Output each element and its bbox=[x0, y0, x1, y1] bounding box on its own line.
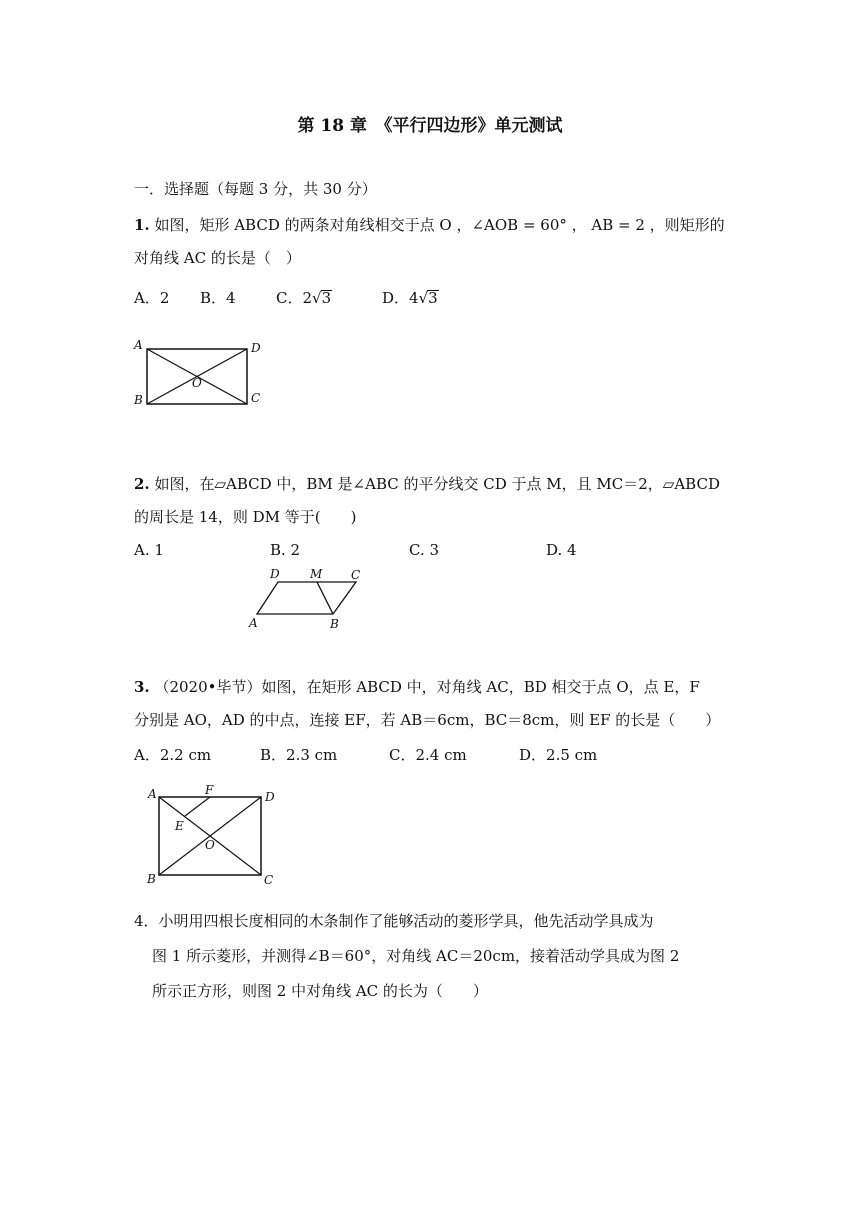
q1-option-b: B．4 bbox=[200, 289, 236, 307]
q1-option-d bbox=[382, 287, 439, 308]
label-e: E bbox=[175, 819, 184, 833]
q3-option-d: D．2.5 cm bbox=[519, 746, 598, 764]
q2-text-line2: 的周长是 14，则 DM 等于( ) bbox=[134, 508, 357, 526]
q1-option-c-radicand: 3 bbox=[321, 289, 332, 307]
label-a: A bbox=[134, 338, 143, 352]
q3-option-b: B．2.3 cm bbox=[260, 746, 338, 764]
q3-option-a: A．2.2 cm bbox=[134, 746, 212, 764]
q1-text-line2: 对角线 AC 的长是（ ） bbox=[134, 249, 301, 267]
q2-line1 bbox=[134, 473, 720, 494]
segment-ef bbox=[185, 797, 210, 816]
label-d: D bbox=[251, 341, 261, 355]
label-a: A bbox=[249, 616, 258, 630]
q2-text-line1: 如图，在▱ABCD 中，BM 是∠ABC 的平分线交 CD 于点 M，且 MC＝2，▱ABCD bbox=[154, 475, 720, 493]
q1-option-c bbox=[276, 287, 332, 308]
q4-text-line3: 所示正方形，则图 2 中对角线 AC 的长为（ ） bbox=[152, 982, 488, 1000]
q2-number: 2. bbox=[134, 475, 150, 493]
q1-option-c-label: C．2 bbox=[276, 289, 313, 307]
q2-option-b: B. 2 bbox=[270, 541, 301, 559]
page-title: 第 18 章 《平行四边形》单元测试 bbox=[297, 116, 563, 136]
q3-text-line2: 分别是 AO，AD 的中点，连接 EF，若 AB＝6cm，BC＝8cm，则 EF 的长是（ ） bbox=[134, 711, 721, 729]
label-c: C bbox=[251, 391, 261, 405]
label-m: M bbox=[310, 567, 323, 581]
q1-option-a: A．2 bbox=[134, 289, 170, 307]
q2-figure-parallelogram bbox=[245, 565, 375, 635]
label-c: C bbox=[264, 873, 274, 887]
q2-option-d: D. 4 bbox=[546, 541, 577, 559]
q4-text-line1: 4．小明用四根长度相同的木条制作了能够活动的菱形学具，他先活动学具成为 bbox=[134, 912, 654, 930]
sqrt-icon: √ bbox=[312, 289, 322, 307]
q1-text-line1: 如图，矩形 ABCD 的两条对角线相交于点 O ，∠AOB = 60° ， AB = 2 ，则矩形的 bbox=[154, 216, 725, 234]
q1-line1 bbox=[134, 214, 725, 235]
q3-option-c: C．2.4 cm bbox=[389, 746, 467, 764]
q3-text-line1: （2020•毕节）如图，在矩形 ABCD 中，对角线 AC，BD 相交于点 O，点 E，F bbox=[154, 678, 700, 696]
sqrt-icon: √ bbox=[418, 289, 429, 307]
q4-text-line2: 图 1 所示菱形，并测得∠B＝60°，对角线 AC＝20cm，接着活动学具成为图 2 bbox=[152, 947, 680, 965]
q2-option-c: C. 3 bbox=[409, 541, 440, 559]
label-b: B bbox=[330, 617, 339, 631]
segment-bm bbox=[317, 582, 333, 614]
q3-figure-rectangle bbox=[142, 782, 282, 887]
q1-option-d-radicand: 3 bbox=[428, 289, 438, 307]
label-o: O bbox=[205, 838, 215, 852]
q2-option-a: A. 1 bbox=[134, 541, 164, 559]
q3-line1 bbox=[134, 676, 700, 697]
q1-option-d-label: D．4 bbox=[382, 289, 419, 307]
label-o: O bbox=[192, 376, 202, 390]
q1-figure-rectangle bbox=[130, 336, 270, 411]
q3-number: 3. bbox=[134, 678, 150, 696]
q1-number: 1. bbox=[134, 216, 150, 234]
label-f: F bbox=[205, 783, 214, 797]
label-d: D bbox=[265, 790, 275, 804]
section-heading: 一．选择题（每题 3 分，共 30 分） bbox=[134, 180, 377, 198]
label-c: C bbox=[351, 568, 361, 582]
label-a: A bbox=[148, 787, 157, 801]
parallelogram-outline bbox=[257, 582, 356, 614]
label-b: B bbox=[147, 872, 156, 886]
label-b: B bbox=[134, 393, 143, 407]
label-d: D bbox=[270, 567, 280, 581]
